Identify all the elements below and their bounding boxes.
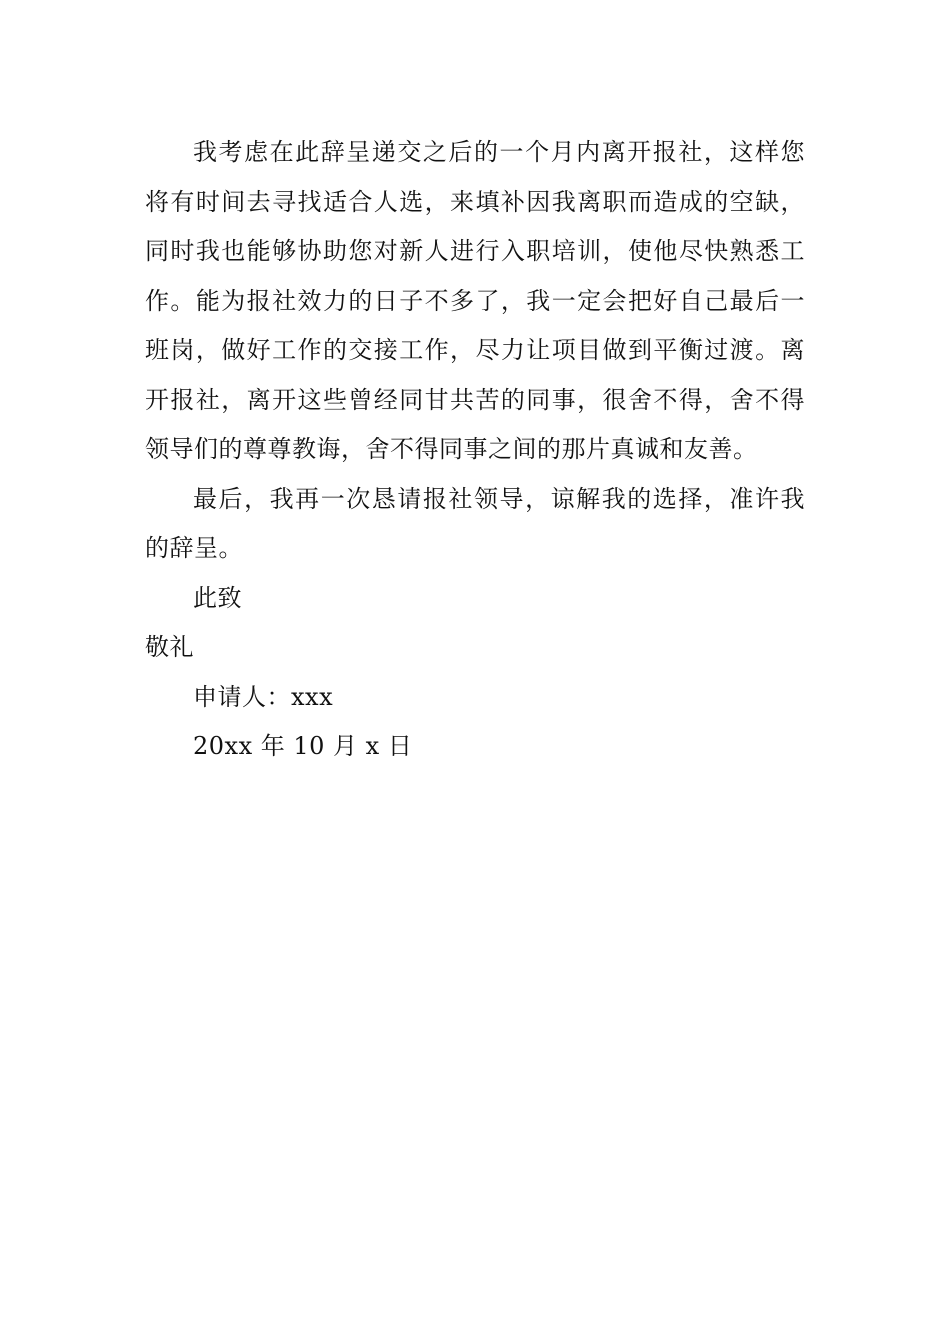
letter-body: [145, 128, 805, 772]
paragraph-final-request: 最后，我再一次恳请报社领导，谅解我的选择，准许我的辞呈。: [145, 484, 805, 562]
paragraph-handover: 我考虑在此辞呈递交之后的一个月内离开报社，这样您将有时间去寻找适合人选，来填补因我离职而造成的空缺，同时我也能够协助您对新人进行入职培训，使他尽快熟悉工作。能为报社效力的日子不多了，我一定会把好自己最后一班岗，做好工作的交接工作，尽力让项目做到平衡过渡。离开报社，离开这些曾经同甘共苦的同事，很舍不得，舍不得领导们的尊尊教诲，舍不得同事之间的那片真诚和友善。: [145, 138, 805, 463]
salute-text: 敬礼: [145, 633, 194, 661]
closing-text: 此致: [193, 583, 242, 612]
applicant-signature: 申请人：xxx: [193, 682, 334, 711]
letter-date: 20xx 年 10 月 x 日: [193, 732, 413, 760]
